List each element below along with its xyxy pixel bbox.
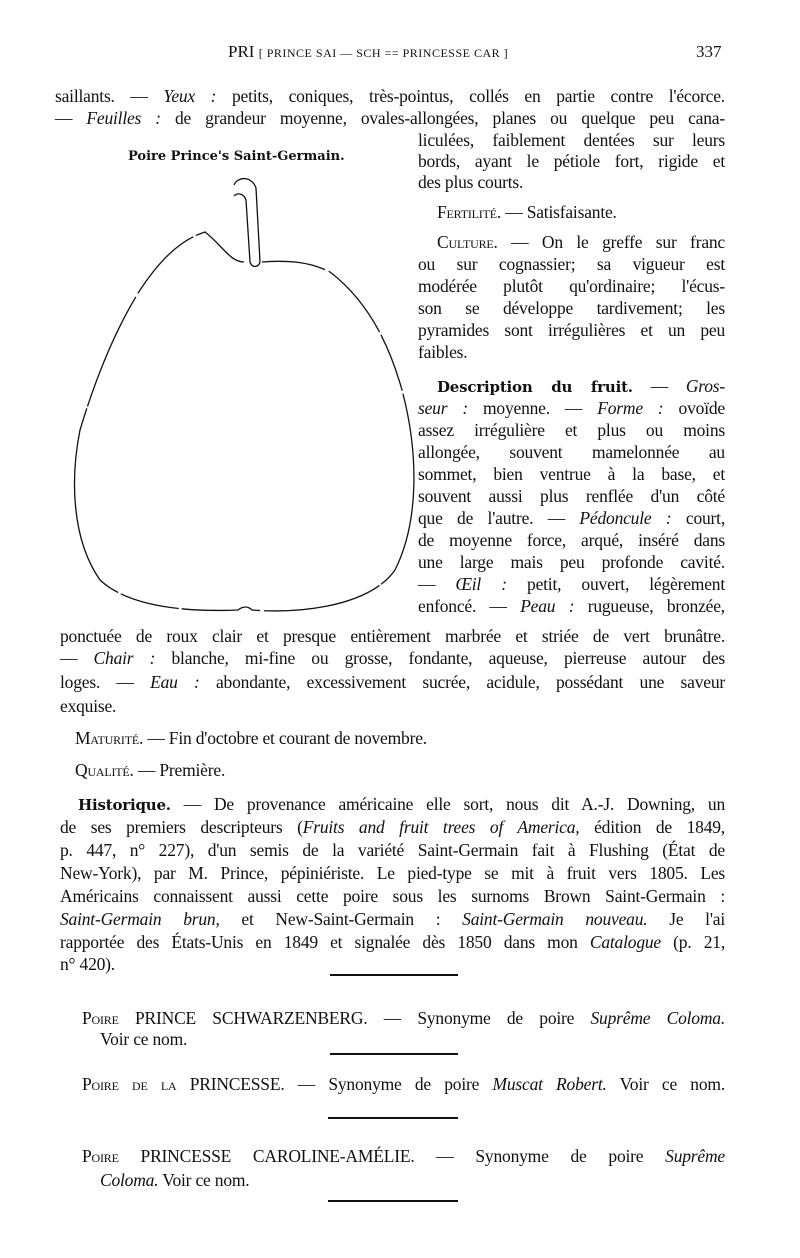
italic-text: Peau : [520,596,575,616]
text-line [60,648,725,668]
small-caps-label: Culture. [437,232,498,252]
text-segment: que de l'autre. — [418,508,580,528]
text-segment: blanche, mi-fine ou grosse, fondante, aqueuse, pierreuse autour des [155,648,725,668]
text-segment: rapportée des États-Unis en 1849 et signalée dès 1850 dans mon [60,932,590,952]
text-segment: pyramides sont irrégulières et un peu [418,320,725,340]
text-line [60,932,725,952]
text-line [60,886,725,906]
text-segment: de ses premiers descripteurs ( [60,817,303,837]
text-segment: — Première. [133,760,226,780]
text-segment: allongée, souvent mamelonnée au [418,442,725,462]
small-caps-label: Qualité. [75,760,134,780]
text-line [60,954,725,974]
text-line [418,442,725,462]
italic-text: Feuilles : [86,108,161,128]
text-line [418,342,725,362]
italic-text: Muscat Robert. [492,1074,607,1094]
text-line [60,840,725,860]
header-range: [ PRINCE SAI — SCH == PRINCESSE CAR ] [258,46,509,60]
text-line [437,376,725,397]
text-segment: souvent aussi plus renflée d'un côté [418,486,725,506]
text-segment: ponctuée de roux clair et presque entièrement marbrée et striée de vert brunâtre. [60,626,725,646]
text-line [418,574,725,594]
italic-text: Suprême Coloma. [590,1008,726,1028]
text-line [418,254,725,274]
text-segment: une large mais peu profonde cavité. [418,552,725,572]
text-segment: — [632,376,686,396]
section-divider [330,974,458,976]
bold-heading: Description du fruit. [437,378,633,396]
text-line [60,909,725,929]
text-segment: (p. 21, [661,932,725,952]
text-segment: abondante, excessivement sucrée, acidule, possédant une saveur [199,672,726,692]
text-line [418,486,725,506]
text-segment: petits, coniques, très-pointus, collés en partie contre l'écorce. [216,86,725,106]
text-segment: — [55,108,87,128]
text-line [82,1146,725,1166]
text-line [418,596,725,616]
text-line [100,1170,725,1190]
italic-text: seur : [418,398,468,418]
text-segment: — [60,648,94,668]
italic-text: Coloma. [100,1170,159,1190]
text-segment: bords, ayant le pétiole fort, rigide et [418,151,725,171]
text-segment: saillants. — [55,86,164,106]
italic-text: Pédoncule : [579,508,672,528]
italic-text: Suprême [665,1146,725,1166]
text-segment: PRINCESSE CAROLINE-AMÉLIE. — Synonyme de poire [118,1146,666,1166]
bold-heading: Historique. [78,796,171,814]
text-segment: — Satisfaisante. [501,202,617,222]
italic-text: Saint-Germain brun, [60,909,220,929]
text-line [418,508,725,528]
text-line [418,130,725,150]
text-segment: p. 447, n° 227), d'un semis de la variété Saint-Germain fait à Flushing (État de [60,840,725,860]
figure-caption: Poire Prince's Saint-Germain. [128,149,345,164]
small-caps-label: Poire [82,1008,119,1028]
text-segment: liculées, faiblement dentées sur leurs [418,130,725,150]
small-caps-label: Fertilité. [437,202,502,222]
italic-text: Yeux : [163,86,217,106]
text-segment: — [418,574,456,594]
text-line [60,626,725,646]
text-segment: loges. — [60,672,151,692]
text-segment: sommet, bien ventrue à la base, et [418,464,725,484]
text-segment: son se développe tardivement; les [418,298,725,318]
pear-outline [75,232,414,611]
italic-text: Œil : [455,574,507,594]
text-segment: et New-Saint-Germain : [219,909,463,929]
text-line [55,86,725,106]
text-segment: PRINCE SCHWARZENBERG. — Synonyme de poire [118,1008,591,1028]
running-head: PRI [228,42,255,61]
text-line [418,172,725,192]
text-segment: — On le greffe sur franc [497,232,725,252]
italic-text: Eau : [150,672,200,692]
text-segment: de moyenne force, arqué, inséré dans [418,530,725,550]
text-segment: Voir ce nom. [606,1074,725,1094]
small-caps-label: Poire de la [82,1074,177,1094]
text-line [60,817,725,837]
text-segment: petit, ouvert, légèrement [506,574,725,594]
text-line [418,320,725,340]
section-divider [330,1053,458,1055]
text-line [418,530,725,550]
text-segment: New-York), par M. Prince, pépiniériste. Le pied-type se mit à fruit vers 1805. Les [60,863,725,883]
text-segment: ovoïde [663,398,725,418]
text-line [437,232,725,252]
italic-text: Forme : [597,398,664,418]
text-segment: modérée plutôt qu'ordinaire; l'écus- [418,276,725,296]
text-segment: faibles. [418,342,468,362]
text-line [418,420,725,440]
text-line [418,398,725,418]
text-segment: court, [671,508,726,528]
text-line [437,202,725,222]
text-line [100,1029,725,1049]
text-line [55,108,725,128]
italic-text: Catalogue [589,932,661,952]
text-segment: Voir ce nom. [158,1170,250,1190]
small-caps-label: Maturité. [75,728,144,748]
text-segment: moyenne. — [467,398,598,418]
text-segment: rugueuse, bronzée, [574,596,725,616]
text-line [418,552,725,572]
text-line [75,760,725,780]
text-segment: Je l'ai [647,909,726,929]
text-line [82,1074,725,1094]
pear-stem [234,179,260,267]
page-number: 337 [696,42,722,61]
text-line [418,464,725,484]
section-divider [328,1200,458,1202]
text-line [60,696,725,716]
text-segment: Voir ce nom. [100,1029,188,1049]
italic-text: Gros- [685,376,725,396]
text-segment: de grandeur moyenne, ovales-allongées, planes ou quelque peu cana- [160,108,725,128]
text-line [75,728,725,748]
text-segment: des plus courts. [418,172,524,192]
small-caps-label: Poire [82,1146,119,1166]
text-line [82,1008,725,1028]
text-line [418,298,725,318]
italic-text: Fruits and fruit trees of America, [302,817,580,837]
text-segment: PRINCESSE. — Synonyme de poire [176,1074,493,1094]
text-line [78,794,725,815]
text-segment: enfoncé. — [418,596,521,616]
text-segment: exquise. [60,696,117,716]
section-divider [328,1117,458,1119]
italic-text: Chair : [93,648,156,668]
text-segment: ou sur cognassier; sa vigueur est [418,254,725,274]
text-segment: Américains connaissent aussi cette poire sous les surnoms Brown Saint-Germain : [60,886,725,906]
text-line [418,276,725,296]
text-segment: — De provenance américaine elle sort, nous dit A.-J. Downing, un [170,794,725,814]
text-line [60,863,725,883]
italic-text: Saint-Germain nouveau. [462,909,648,929]
text-segment: n° 420). [60,954,115,974]
text-line [418,151,725,171]
text-line [60,672,725,692]
text-segment: édition de 1849, [579,817,725,837]
text-segment: assez irrégulière et plus ou moins [418,420,725,440]
text-segment: — Fin d'octobre et courant de novembre. [143,728,427,748]
